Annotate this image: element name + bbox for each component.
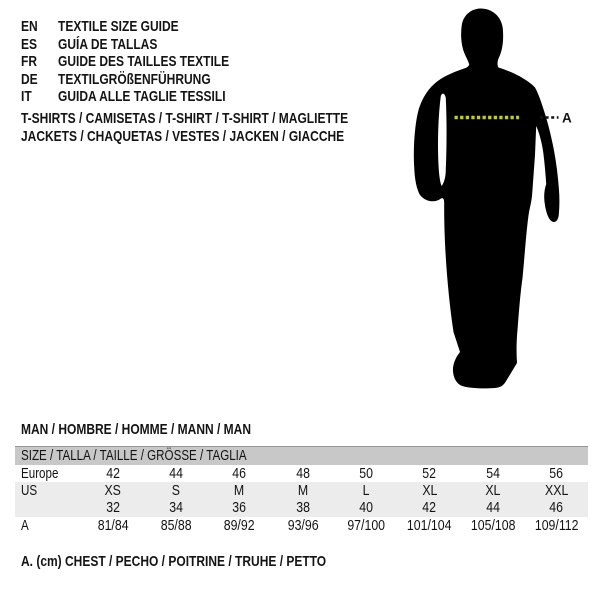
language-title-text: TEXTILE SIZE GUIDE xyxy=(58,18,179,36)
table-row-label-text: Europe xyxy=(21,465,59,482)
table-cell-text: 38 xyxy=(295,500,310,517)
table-cell-text: 93/96 xyxy=(287,517,319,534)
language-code xyxy=(21,53,58,70)
table-cell-text: 56 xyxy=(549,465,564,482)
table-cell-text: XS xyxy=(104,482,121,499)
table-cell-text: L xyxy=(362,482,370,499)
table-cell xyxy=(461,518,524,534)
table-cell xyxy=(208,500,271,516)
section-heading-text: MAN / HOMBRE / HOMME / MANN / MAN xyxy=(21,420,251,438)
language-row xyxy=(21,18,272,36)
table-cell-text: 42 xyxy=(105,465,120,482)
table-cell xyxy=(525,483,588,499)
table-cell-text: 44 xyxy=(169,465,183,482)
table-row xyxy=(15,500,588,517)
table-cell xyxy=(81,518,144,534)
table-cell-text: 32 xyxy=(105,500,120,517)
table-row xyxy=(15,482,588,499)
table-cell-text: S xyxy=(171,482,181,499)
table-cell xyxy=(525,466,588,482)
garment-category-list xyxy=(21,110,430,145)
language-title-text: GUIDE DES TAILLES TEXTILE xyxy=(58,53,230,71)
size-table xyxy=(15,446,588,534)
table-cell xyxy=(208,483,271,499)
table-cell-text: 42 xyxy=(422,500,437,517)
table-cell-text: M xyxy=(234,482,245,499)
language-title-text: TEXTILGRÖßENFÜHRUNG xyxy=(58,70,211,88)
language-code-text: IT xyxy=(21,88,32,106)
category-line xyxy=(21,128,430,146)
language-title-text: GUIDA ALLE TAGLIE TESSILI xyxy=(58,88,226,106)
table-row-label xyxy=(15,500,81,516)
table-cell xyxy=(271,483,334,499)
table-cell-text: 89/92 xyxy=(224,517,255,534)
table-cell xyxy=(525,500,588,516)
table-cell xyxy=(81,466,144,482)
table-cell xyxy=(398,500,461,516)
table-cell xyxy=(271,500,334,516)
table-cell-text: 46 xyxy=(549,500,564,517)
table-cell-text: 109/112 xyxy=(534,517,579,534)
table-cell-text: 105/108 xyxy=(470,517,516,534)
measurement-footnote xyxy=(21,553,402,570)
table-cell xyxy=(144,466,207,482)
language-code xyxy=(21,88,58,105)
table-row-label-text: A xyxy=(21,517,29,534)
table-cell xyxy=(208,466,271,482)
section-heading-man xyxy=(21,421,308,438)
measurement-a-label: A xyxy=(562,110,572,126)
man-silhouette-shape xyxy=(414,8,560,388)
table-row-label xyxy=(15,518,81,534)
table-cell xyxy=(144,500,207,516)
category-line xyxy=(21,110,430,128)
table-cell-text: 101/104 xyxy=(407,517,452,534)
language-code-text: FR xyxy=(21,53,37,71)
table-cell xyxy=(271,466,334,482)
size-table-header-bar xyxy=(15,446,588,465)
language-title xyxy=(58,71,249,88)
size-table-header-text: SIZE / TALLA / TAILLE / GRÖSSE / TAGLIA xyxy=(21,448,247,464)
measurement-footnote-text: A. (cm) CHEST / PECHO / POITRINE / TRUHE / PETTO xyxy=(21,552,327,570)
table-cell-text: 97/100 xyxy=(347,517,386,534)
table-cell xyxy=(81,483,144,499)
table-cell-text: 44 xyxy=(486,500,500,517)
language-code-text: EN xyxy=(21,18,38,36)
language-code-text: ES xyxy=(21,35,38,53)
table-cell-text: 34 xyxy=(169,500,183,517)
table-row-label xyxy=(15,483,81,499)
table-row xyxy=(15,465,588,482)
table-cell xyxy=(461,466,524,482)
table-cell xyxy=(208,518,271,534)
table-cell xyxy=(335,483,398,499)
language-title xyxy=(58,36,182,53)
table-cell-text: 40 xyxy=(359,500,374,517)
table-cell-text: 50 xyxy=(359,465,374,482)
table-cell xyxy=(144,518,207,534)
man-silhouette-figure xyxy=(398,0,580,400)
table-cell xyxy=(335,500,398,516)
category-line-text: T-SHIRTS / CAMISETAS / T-SHIRT / T-SHIRT / MAGLIETTE xyxy=(21,110,349,127)
language-title xyxy=(58,53,272,70)
language-code xyxy=(21,18,58,35)
language-title xyxy=(58,88,267,105)
language-code-text: DE xyxy=(21,70,38,88)
table-cell-text: 81/84 xyxy=(97,517,129,534)
table-cell-text: XXL xyxy=(544,482,568,499)
table-cell xyxy=(398,518,461,534)
table-cell xyxy=(335,518,398,534)
language-code xyxy=(21,71,58,88)
language-row xyxy=(21,53,272,71)
table-cell xyxy=(398,483,461,499)
language-title-list xyxy=(21,18,272,106)
table-cell-text: 52 xyxy=(422,465,437,482)
table-cell xyxy=(271,518,334,534)
table-cell-text: 36 xyxy=(232,500,247,517)
table-row-label xyxy=(15,466,81,482)
table-cell xyxy=(335,466,398,482)
language-row xyxy=(21,88,272,106)
table-cell-text: 48 xyxy=(295,465,310,482)
table-cell xyxy=(81,500,144,516)
language-title-text: GUÍA DE TALLAS xyxy=(58,35,158,53)
man-silhouette-svg xyxy=(398,0,580,400)
table-cell-text: XL xyxy=(485,482,501,499)
language-code xyxy=(21,36,58,53)
table-cell-text: XL xyxy=(422,482,438,499)
table-cell xyxy=(461,500,524,516)
table-cell xyxy=(525,518,588,534)
table-row xyxy=(15,517,588,534)
table-row-label-text: US xyxy=(21,482,38,499)
table-cell-text: 46 xyxy=(232,465,247,482)
table-cell-text: M xyxy=(297,482,308,499)
table-cell-text: 85/88 xyxy=(160,517,192,534)
table-cell xyxy=(461,483,524,499)
language-title xyxy=(58,18,209,35)
language-row xyxy=(21,36,272,54)
table-cell xyxy=(398,466,461,482)
table-cell xyxy=(144,483,207,499)
size-table-rows xyxy=(15,465,588,534)
table-cell-text: 54 xyxy=(486,465,500,482)
category-line-text: JACKETS / CHAQUETAS / VESTES / JACKEN / GIACCHE xyxy=(21,127,345,145)
language-row xyxy=(21,71,272,89)
